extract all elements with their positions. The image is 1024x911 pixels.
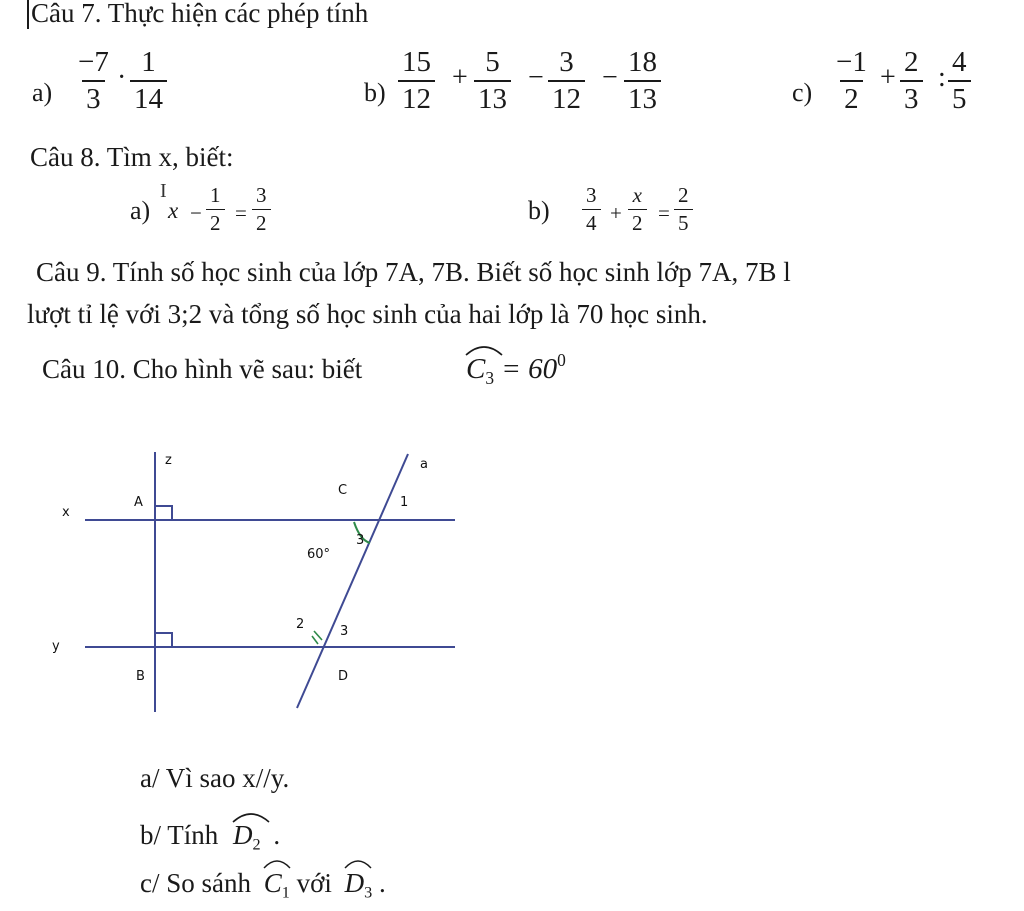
q7b-label: b) [364, 78, 386, 107]
q9-line-2: lượt tỉ lệ với 3;2 và tổng số học sinh của hai lớp là 70 học sinh. [27, 299, 708, 329]
right-angle-a-icon [155, 506, 172, 520]
q8-title: Câu 8. Tìm x, biết: [30, 142, 234, 172]
q8b-operator: + [610, 201, 622, 225]
right-angle-b-icon [155, 633, 172, 647]
q7c-operator-2: : [938, 62, 946, 93]
geometry-figure [0, 440, 480, 720]
label-angle-d2: 2 [296, 617, 305, 632]
label-point-a: A [134, 495, 143, 510]
q7a-label: a) [32, 78, 53, 107]
label-x: x [62, 505, 70, 520]
angle-hat-d2: $D_2$ [233, 820, 261, 855]
q10-sub-a: a/ Vì sao x//y. [140, 763, 290, 793]
q7b-fraction-4: $\frac{18}{13}$ [624, 48, 661, 114]
angle-hat-c1: $C_1$ [264, 868, 290, 903]
label-z: z [165, 453, 172, 468]
angle-mark-d2-icon [312, 631, 322, 644]
q7b-operator-2: − [528, 62, 544, 93]
q7c-label: c) [792, 78, 813, 107]
q8a-fraction-2: $\frac{3}{2}$ [252, 185, 271, 234]
q8b-fraction-3: $\frac{2}{5}$ [674, 185, 693, 234]
q8b-equals: = [658, 201, 670, 225]
q7b-fraction-1: $\frac{15}{12}$ [398, 48, 435, 114]
q7c-fraction-2: $\frac{2}{3}$ [900, 48, 923, 114]
q9-line-1: Câu 9. Tính số học sinh của lớp 7A, 7B. Biết số học sinh lớp 7A, 7B l [36, 257, 791, 287]
q10-sub-c: c/ So sánh $C_1$ với $D_3$ . [140, 868, 386, 903]
label-angle-c1: 1 [400, 495, 409, 510]
label-angle-d3: 3 [340, 624, 349, 639]
label-y: y [52, 639, 60, 654]
label-point-b: B [136, 669, 145, 684]
q8b-label: b) [528, 196, 550, 225]
q8a-fraction-1: $\frac{1}{2}$ [206, 185, 225, 234]
line-a [297, 454, 408, 708]
q7c-operator-1: + [880, 62, 896, 93]
q10-sub-b: b/ Tính $D_2$ . [140, 820, 280, 855]
label-angle-c3: 3 [356, 533, 365, 548]
q7c-fraction-3: $\frac{4}{5}$ [948, 48, 971, 114]
q10-title: Câu 10. Cho hình vẽ sau: biết [42, 354, 363, 384]
q7c-fraction-1: $\frac{-1}{2}$ [836, 46, 867, 115]
q8a-label: a) [130, 196, 151, 225]
q8b-fraction-2: $\frac{x}{2}$ [628, 185, 647, 234]
label-angle-value: 60° [307, 547, 331, 562]
q8a-x: x [168, 198, 179, 223]
q7b-operator-1: + [452, 62, 468, 93]
q7b-operator-3: − [602, 62, 618, 93]
q8b-fraction-1: $\frac{3}{4}$ [582, 185, 601, 234]
q8a-operator: − [190, 201, 202, 225]
label-point-c: C [338, 483, 348, 498]
q7b-fraction-3: $\frac{3}{12}$ [548, 48, 585, 114]
q10-given-angle: $C_3 = 60^0$ [466, 350, 566, 389]
text-cursor-icon: I [160, 180, 167, 202]
q7-title: Câu 7. Thực hiện các phép tính [27, 0, 368, 29]
angle-hat-d3: $D_3$ [345, 868, 373, 903]
label-a: a [420, 457, 428, 472]
q8a-equals: = [235, 201, 247, 225]
label-point-d: D [338, 669, 349, 684]
angle-hat-c3: $C_3$ [466, 353, 494, 389]
q7a-fraction-1: $\frac{-7}{3}$ [78, 46, 109, 115]
q7a-fraction-2: $\frac{1}{14}$ [130, 48, 167, 114]
q7b-fraction-2: $\frac{5}{13}$ [474, 48, 511, 114]
q7a-operator: · [117, 62, 127, 93]
